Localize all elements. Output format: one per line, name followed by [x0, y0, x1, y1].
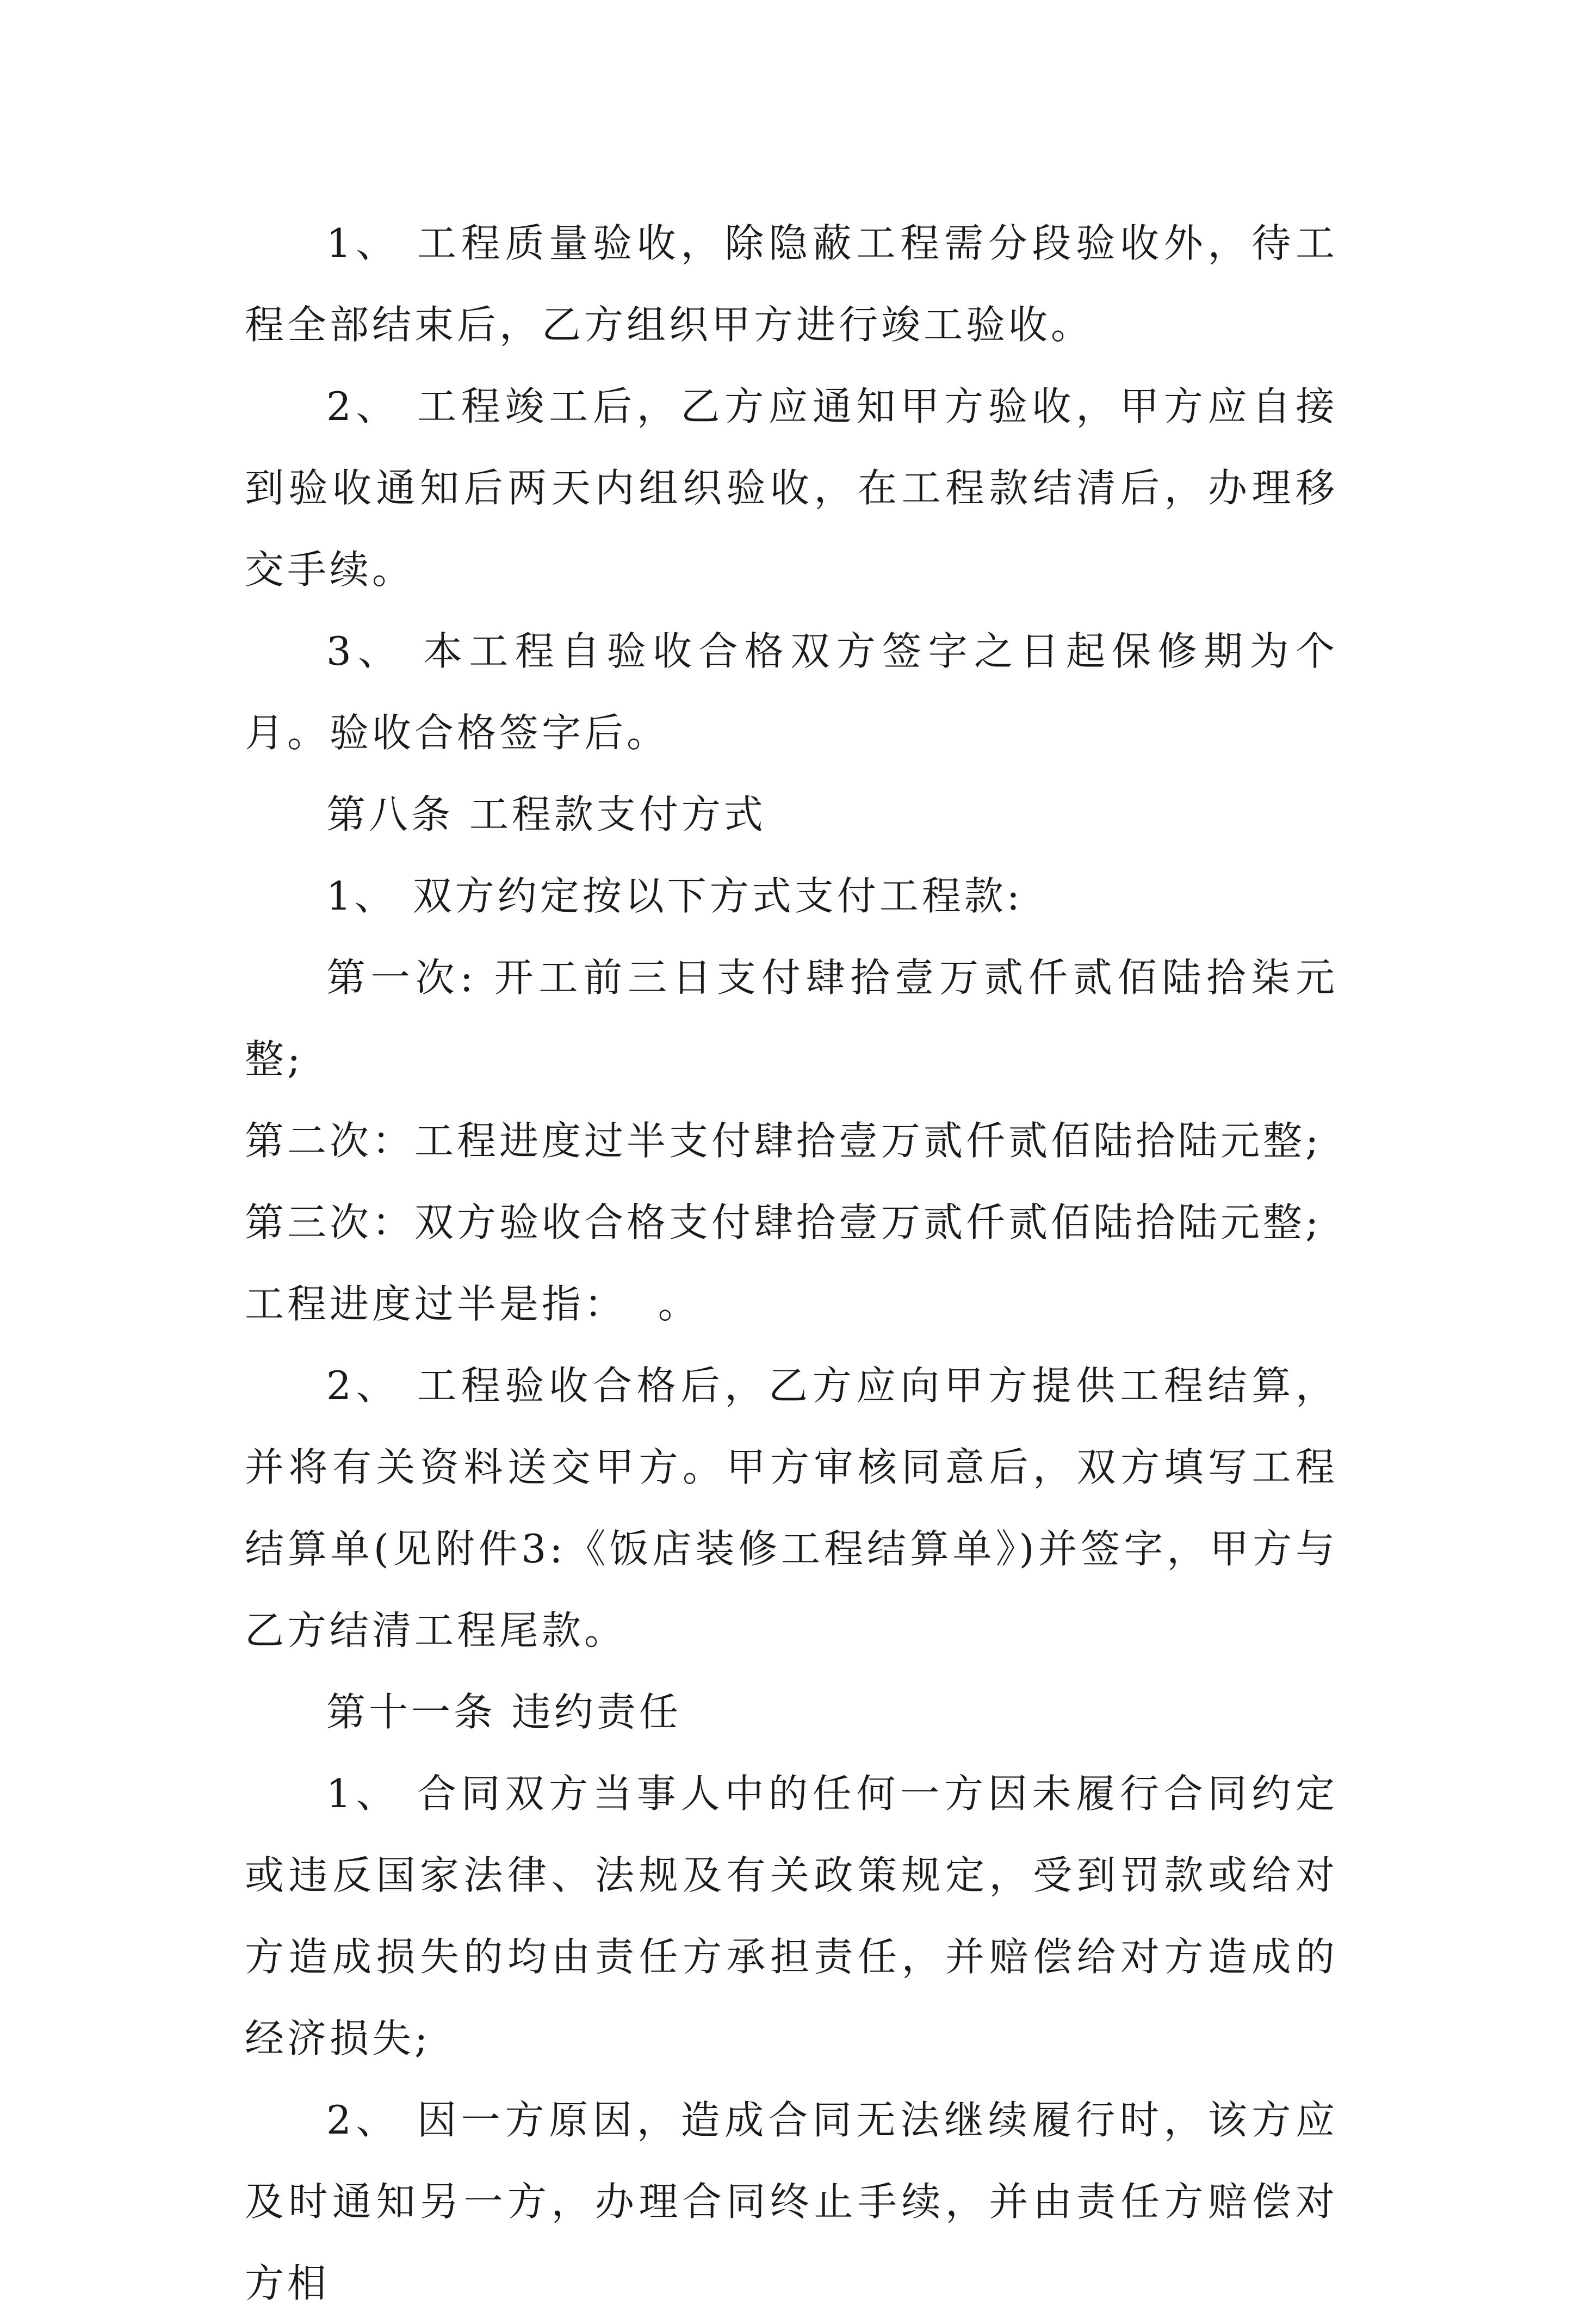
clause-final-settlement: 2、 工程验收合格后，乙方应向甲方提供工程结算，并将有关资料送交甲方。甲方审核同意后，双方填写工程结算单(见附件3:《饭店装修工程结算单》)并签字，甲方与乙方结清工程尾款。 [245, 1363, 1338, 1653]
payment-third-installment: 第三次：双方验收合格支付肆拾壹万贰仟贰佰陆拾陆元整; [245, 1200, 1322, 1245]
clause-acceptance-quality: 1、 工程质量验收，除隐蔽工程需分段验收外，待工程全部结束后，乙方组织甲方进行竣工验收。 [245, 220, 1338, 348]
clause-payment-method: 1、 双方约定按以下方式支付工程款: [326, 873, 1023, 919]
clause-completion-acceptance: 2、 工程竣工后，乙方应通知甲方验收，甲方应自接到验收通知后两天内组织验收，在工程款结清后，办理移交手续。 [245, 384, 1338, 592]
clause-warranty-period: 3、 本工程自验收合格双方签字之日起保修期为个月。验收合格签字后。 [245, 628, 1338, 756]
article-11-heading: 第十一条 违约责任 [326, 1689, 681, 1735]
progress-half-definition: 工程进度过半是指： 。 [245, 1281, 701, 1327]
document-body [245, 202, 1338, 2324]
article-8-heading: 第八条 工程款支付方式 [326, 792, 766, 837]
clause-contract-termination: 2、 因一方原因，造成合同无法继续履行时，该方应及时通知另一方，办理合同终止手续，并由责任方赔偿对方相 [245, 2097, 1338, 2306]
clause-breach-liability: 1、 合同双方当事人中的任何一方因未履行合同约定或违反国家法律、法规及有关政策规定，受到罚款或给对方造成损失的均由责任方承担责任，并赔偿给对方造成的经济损失; [245, 1771, 1338, 2061]
payment-first-installment: 第一次: 开工前三日支付肆拾壹万贰仟贰佰陆拾柒元整; [245, 955, 1338, 1082]
payment-second-installment: 第二次：工程进度过半支付肆拾壹万贰仟贰佰陆拾陆元整; [245, 1118, 1322, 1164]
